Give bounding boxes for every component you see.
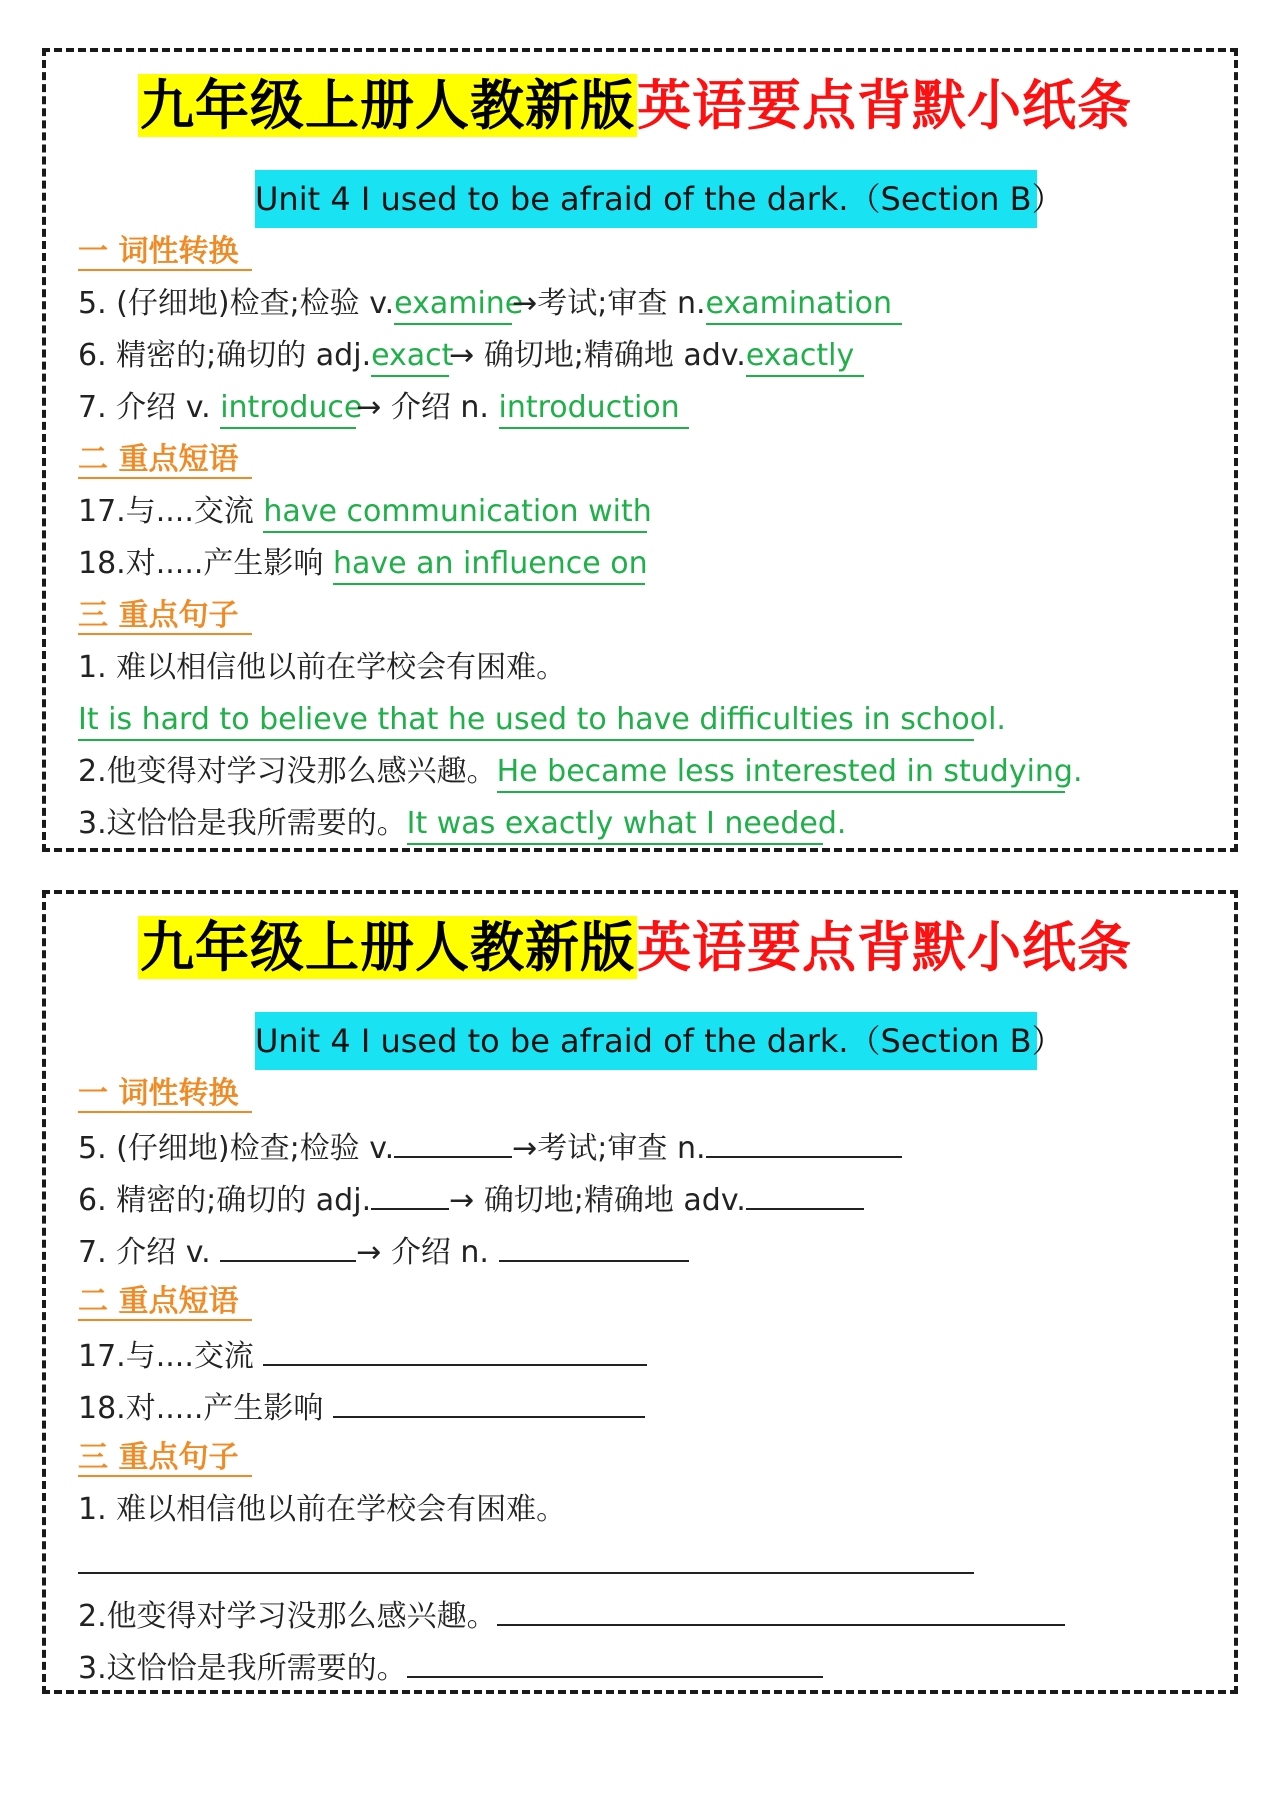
section-heading-sentences: 三 重点句子 [78,596,252,636]
sentence-3: 3.这恰恰是我所需要的。It was exactly what I needed. [78,804,823,845]
sentence-2: 2.他变得对学习没那么感兴趣。 [78,1594,1065,1637]
blank-sentence-1[interactable] [78,1542,974,1574]
item-6: 6. 精密的;确切的 adj. → 确切地;精确地 adv. [78,1178,864,1221]
blank-sentence-3[interactable] [407,1646,823,1678]
title-highlight: 九年级上册人教新版 [140,916,635,979]
item-5: 5. (仔细地)检查;检验 v.examine→考试;审查 n.examination [78,284,902,325]
unit-banner: Unit 4 I used to be afraid of the dark.（Section B） [255,170,1037,228]
section-heading-word-forms: 一 词性转换 [78,232,252,272]
item-6: 6. 精密的;确切的 adj.exact→ 确切地;精确地 adv.exactly [78,336,864,377]
answer-sentence-3: It was exactly what I needed. [407,805,823,845]
blank-introduce[interactable] [220,1230,356,1262]
sentence-2: 2.他变得对学习没那么感兴趣。He became less interested in studying. [78,752,1065,793]
sentence-1-prompt: 1. 难以相信他以前在学校会有困难。 [78,650,567,685]
answer-introduce: introduce [220,389,356,429]
blank-influence[interactable] [333,1386,645,1418]
title-red: 英语要点背默小纸条 [637,74,1132,137]
phrase-18: 18.对.....产生影响 have an influence on [78,544,645,585]
section-heading-word-forms: 一 词性转换 [78,1074,252,1114]
section-heading-phrases: 二 重点短语 [78,1282,252,1322]
title-red: 英语要点背默小纸条 [637,916,1132,979]
blank-examination[interactable] [706,1126,902,1158]
answer-introduction: introduction [499,389,689,429]
item-7: 7. 介绍 v. → 介绍 n. [78,1230,689,1273]
card-title [138,904,1132,992]
phrase-17: 17.与....交流 [78,1334,647,1377]
answer-sentence-1: It is hard to believe that he used to have difficulties in school. [78,701,974,741]
phrase-17: 17.与....交流 have communication with [78,492,647,533]
blank-sentence-2[interactable] [497,1594,1065,1626]
sentence-1-answer-row [78,700,1006,741]
item-7: 7. 介绍 v. introduce→ 介绍 n. introduction [78,388,689,429]
sentence-1-answer-row [78,1542,974,1585]
answer-examination: examination [706,285,902,325]
phrase-18: 18.对.....产生影响 [78,1386,645,1429]
section-heading-sentences: 三 重点句子 [78,1438,252,1478]
sentence-1-prompt: 1. 难以相信他以前在学校会有困难。 [78,1492,567,1527]
section-heading-phrases: 二 重点短语 [78,440,252,480]
answer-exact: exact [371,337,449,377]
answer-influence: have an influence on [333,545,645,585]
blank-exactly[interactable] [746,1178,864,1210]
blank-exact[interactable] [371,1178,449,1210]
answer-communication: have communication with [263,493,647,533]
item-5: 5. (仔细地)检查;检验 v. →考试;审查 n. [78,1126,902,1169]
answer-card [42,48,1238,852]
title-highlight: 九年级上册人教新版 [140,74,635,137]
answer-examine: examine [394,285,512,325]
sentence-3: 3.这恰恰是我所需要的。 [78,1646,823,1689]
blank-examine[interactable] [394,1126,512,1158]
blank-introduction[interactable] [499,1230,689,1262]
blank-communication[interactable] [263,1334,647,1366]
unit-banner: Unit 4 I used to be afraid of the dark.（Section B） [255,1012,1037,1070]
answer-exactly: exactly [746,337,864,377]
practice-card [42,890,1238,1694]
answer-sentence-2: He became less interested in studying. [497,753,1065,793]
card-title [138,62,1132,150]
